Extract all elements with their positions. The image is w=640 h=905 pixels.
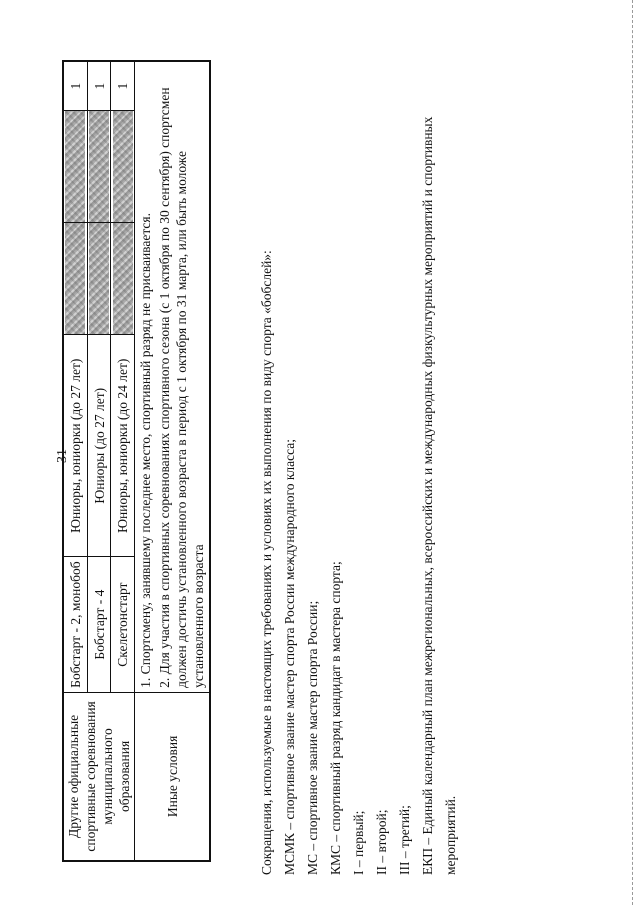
abbreviation-item: III – третий; xyxy=(397,805,412,875)
abbreviation-item: I – первый; xyxy=(351,810,366,875)
page-number: 31 xyxy=(55,449,70,463)
scanned-cell xyxy=(87,111,111,223)
abbreviations-section xyxy=(255,45,462,875)
discipline-cell: Скелетонстарт xyxy=(111,557,135,692)
age-group-cell: Юниоры (до 27 лет) xyxy=(87,335,111,557)
scanned-cell xyxy=(111,111,135,223)
table-row xyxy=(135,61,211,861)
scan-noise-fill xyxy=(65,223,85,334)
discipline-cell: Бобстарт - 4 xyxy=(87,557,111,692)
value-cell: 1 xyxy=(63,61,87,111)
abbreviation-item: ЕКП – Единый календарный план межрегиональных, всероссийских и международных физкультурных мероприятий и спортивных мероприятий. xyxy=(420,116,458,875)
condition-text: 2. Для участия в спортивных соревнованиях спортивного сезона (с 1 октября по 30 сентября) спортсмен должен достичь установленного возраста в период с 1 октября по 31 марта, или быть моложе установленного возраста xyxy=(157,87,206,688)
scan-noise-fill xyxy=(89,223,109,334)
conditions-cell xyxy=(135,61,211,692)
condition-text: 1. Спортсмену, занявшему последнее место, спортивный разряд не присваивается. xyxy=(138,212,153,688)
scan-edge-divider xyxy=(632,0,633,905)
conditions-label: Иные условия xyxy=(135,692,211,861)
scan-noise-fill xyxy=(113,223,133,334)
scanned-cell xyxy=(63,111,87,223)
abbreviations-intro: Сокращения, используемые в настоящих требованиях и условиях их выполнения по виду спорта «бобслей»: xyxy=(259,250,274,875)
competition-label: Другие официальные спортивные соревнования муниципального образования xyxy=(63,692,135,861)
abbreviation-item: КМС – спортивный разряд кандидат в мастера спорта; xyxy=(328,561,343,875)
table-row xyxy=(63,61,87,861)
scan-noise-fill xyxy=(113,111,133,222)
scanned-cell xyxy=(111,223,135,335)
age-group-cell: Юниоры, юниорки (до 27 лет) xyxy=(63,335,87,557)
discipline-cell: Бобстарт - 2, монобоб xyxy=(63,557,87,692)
scan-noise-fill xyxy=(65,111,85,222)
scanned-cell xyxy=(63,223,87,335)
requirements-table xyxy=(62,60,211,862)
age-group-cell: Юниоры, юниорки (до 24 лет) xyxy=(111,335,135,557)
abbreviation-item: II – второй; xyxy=(374,809,389,875)
value-cell: 1 xyxy=(87,61,111,111)
scan-noise-fill xyxy=(89,111,109,222)
value-cell: 1 xyxy=(111,61,135,111)
abbreviation-item: МСМК – спортивное звание мастер спорта России международного класса; xyxy=(282,438,297,875)
scanned-cell xyxy=(87,223,111,335)
abbreviation-item: МС – спортивное звание мастер спорта России; xyxy=(305,600,320,875)
